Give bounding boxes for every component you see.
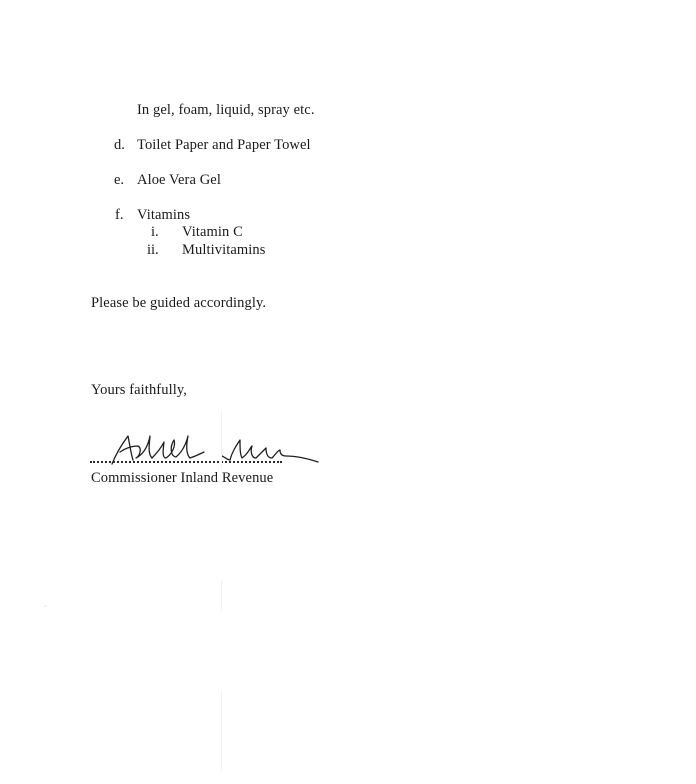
guidance-sentence: Please be guided accordingly. bbox=[91, 295, 267, 311]
closing-salutation: Yours faithfully, bbox=[91, 382, 187, 398]
scan-artifact bbox=[221, 690, 222, 770]
list-item-vitamins: Vitamins bbox=[137, 207, 191, 223]
sublist-item-vitamin-c: Vitamin C bbox=[182, 224, 243, 240]
sublist-marker-i: i. bbox=[151, 224, 159, 240]
continuation-line: In gel, foam, liquid, spray etc. bbox=[137, 102, 315, 118]
signatory-title: Commissioner Inland Revenue bbox=[91, 470, 274, 486]
list-marker-d: d. bbox=[114, 137, 125, 153]
list-marker-f: f. bbox=[115, 207, 124, 223]
scan-artifact bbox=[221, 580, 222, 610]
list-marker-e: e. bbox=[114, 172, 125, 188]
list-item-toilet-paper: Toilet Paper and Paper Towel bbox=[137, 137, 311, 153]
handwritten-signature bbox=[100, 424, 330, 474]
sublist-marker-ii: ii. bbox=[147, 242, 159, 258]
list-item-aloe-vera: Aloe Vera Gel bbox=[137, 172, 221, 188]
scan-artifact bbox=[221, 410, 222, 470]
sublist-item-multivitamins: Multivitamins bbox=[182, 242, 266, 258]
scan-artifact bbox=[44, 605, 47, 607]
signature-dotted-line bbox=[90, 455, 282, 463]
